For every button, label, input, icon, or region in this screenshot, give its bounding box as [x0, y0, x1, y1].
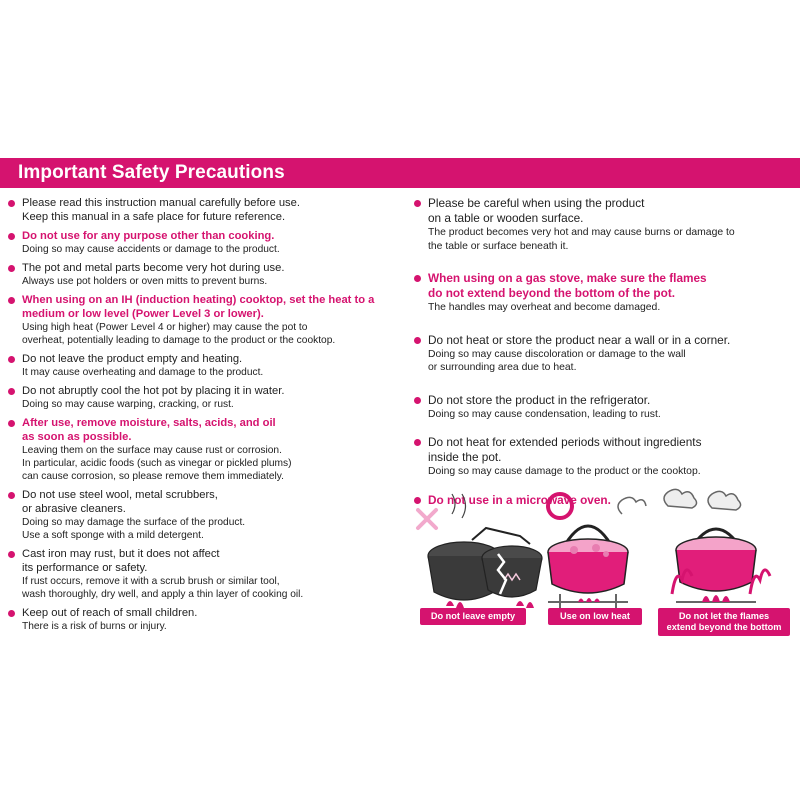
item-heading: Keep out of reach of small children. — [22, 607, 198, 619]
flame-icon — [578, 598, 600, 602]
item-description: If rust occurs, remove it with a scrub brush or similar tool, wash thoroughly, dry well, and apply a thin layer of cooking oil. — [22, 576, 304, 600]
caption-flames-warning: Do not let the flames extend beyond the bottom — [658, 608, 790, 636]
flame-icon — [702, 595, 730, 602]
bullet-icon — [8, 233, 15, 240]
caption-use-on-low-heat: Use on low heat — [548, 608, 642, 625]
item-heading: Do not heat for extended periods without ingredients inside the pot. — [428, 435, 702, 464]
item-heading: Do not use in a microwave oven. — [428, 492, 611, 507]
bullet-icon — [8, 551, 15, 558]
flame-icon — [446, 601, 534, 608]
bullet-icon — [8, 356, 15, 363]
low-heat-pot-illustration — [548, 494, 646, 608]
item-description: Doing so may cause discoloration or damage to the wall or surrounding area due to heat. — [428, 348, 686, 373]
bullet-icon — [414, 439, 421, 446]
bullet-icon — [8, 297, 15, 304]
item-description: It may cause overheating and damage to the product. — [22, 367, 264, 378]
item-description: Doing so may cause accidents or damage to the product. — [22, 244, 280, 255]
high-flame-pot-illustration — [664, 489, 770, 602]
bullet-icon — [414, 337, 421, 344]
caption-do-not-leave-empty: Do not leave empty — [420, 608, 526, 625]
item-heading: Do not abruptly cool the hot pot by placing it in water. — [22, 385, 285, 397]
item-heading: Cast iron may rust, but it does not affect its performance or safety. — [22, 548, 220, 574]
right-column — [414, 196, 794, 508]
item-description: There is a risk of burns or injury. — [22, 621, 167, 632]
item-description: The handles may overheat and become damaged. — [428, 302, 661, 313]
item-heading: After use, remove moisture, salts, acids, and oil as soon as possible. — [22, 417, 276, 443]
bullet-icon — [8, 200, 15, 207]
list-item — [414, 435, 794, 479]
list-item — [8, 261, 386, 288]
list-item — [8, 488, 386, 542]
item-heading: Please read this instruction manual carefully before use. Keep this manual in a safe place for future reference. — [22, 197, 300, 223]
list-item — [414, 271, 794, 315]
item-description: Doing so may damage the surface of the product. Use a soft sponge with a mild detergent. — [22, 517, 246, 541]
list-item — [8, 196, 386, 224]
left-column — [8, 196, 386, 633]
title-banner — [0, 158, 800, 188]
item-heading: Please be careful when using the product on a table or wooden surface. — [428, 196, 645, 225]
item-description: Using high heat (Power Level 4 or higher) may cause the pot to overheat, potentially leading to damage to the product or the cooktop. — [22, 322, 336, 346]
cross-mark-icon — [418, 510, 436, 528]
list-item — [8, 416, 386, 483]
page-title: Important Safety Precautions — [18, 162, 285, 183]
item-heading: Do not heat or store the product near a wall or in a corner. — [428, 332, 731, 347]
item-description: Doing so may cause warping, cracking, or rust. — [22, 399, 234, 410]
list-item — [414, 196, 794, 253]
item-description: Leaving them on the surface may cause rust or corrosion. In particular, acidic foods (such as vinegar or pickled plums) can cause corrosion, so please remove them immediately. — [22, 445, 292, 482]
bullet-icon — [8, 492, 15, 499]
item-heading: When using on a gas stove, make sure the flames do not extend beyond the bottom of the pot. — [428, 271, 707, 300]
item-description: Doing so may cause condensation, leading to rust. — [428, 408, 661, 420]
bullet-icon — [8, 265, 15, 272]
item-heading: Do not leave the product empty and heating. — [22, 353, 243, 365]
list-item — [8, 293, 386, 347]
item-heading: Do not use for any purpose other than cooking. — [22, 230, 275, 242]
list-item — [8, 606, 386, 633]
list-item — [8, 384, 386, 411]
item-heading: Do not store the product in the refrigerator. — [428, 392, 651, 407]
bullet-icon — [8, 610, 15, 617]
item-heading: The pot and metal parts become very hot during use. — [22, 262, 285, 274]
item-description: Always use pot holders or oven mitts to prevent burns. — [22, 276, 268, 287]
list-item — [414, 333, 794, 375]
list-item — [8, 352, 386, 379]
item-description: The product becomes very hot and may cause burns or damage to the table or surface beneath it. — [428, 227, 735, 252]
item-description: Doing so may cause damage to the product or the cooktop. — [428, 466, 701, 477]
bullet-icon — [414, 275, 421, 282]
bullet-icon — [8, 388, 15, 395]
item-heading: When using on an IH (induction heating) cooktop, set the heat to a medium or low level (Power Level 3 or lower). — [22, 294, 375, 320]
list-item — [8, 547, 386, 601]
circle-ok-icon — [548, 494, 572, 518]
bullet-icon — [8, 420, 15, 427]
bullet-icon — [414, 200, 421, 207]
list-item — [414, 393, 794, 422]
illustration-panel — [412, 484, 796, 634]
list-item — [8, 229, 386, 256]
bullet-icon — [414, 397, 421, 404]
cracked-pot-illustration — [418, 494, 542, 608]
item-heading: Do not use steel wool, metal scrubbers, or abrasive cleaners. — [22, 489, 218, 515]
